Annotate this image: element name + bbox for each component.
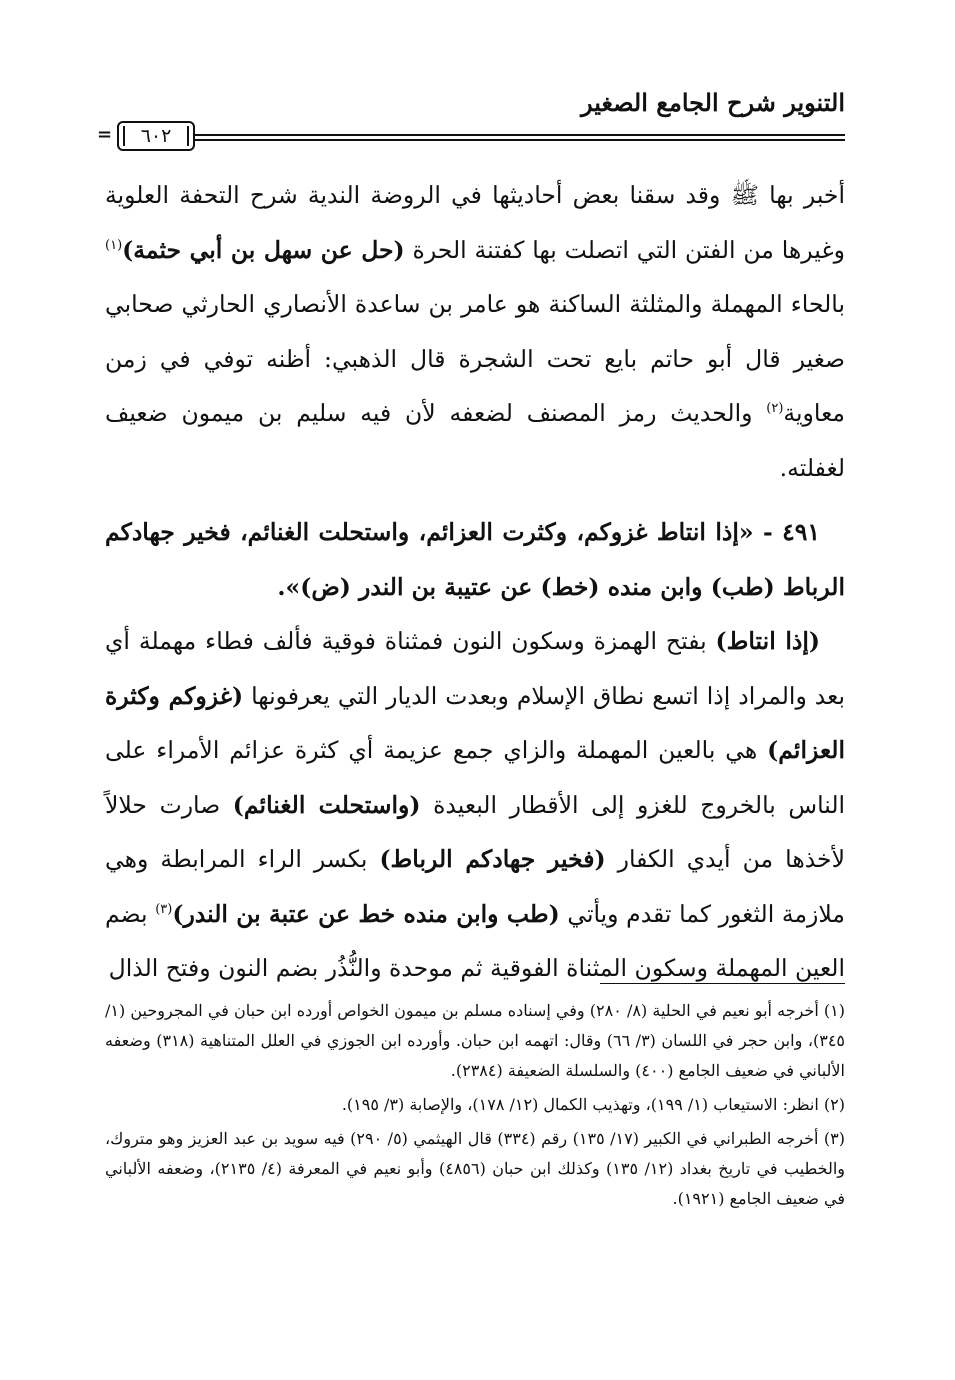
text-span: والحديث رمز المصنف لضعفه لأن فيه سليم بن ميمون ضعيف لغفلته. [105, 399, 845, 482]
main-text [105, 168, 845, 996]
text-span: بفتح الهمزة وسكون النون فمثناة فوقية فألف فطاء مهملة أي بعد والمراد إذا اتسع نطاق الإسلام وبعدت الديار التي يعرفونها [105, 627, 845, 710]
bold-source: (حل عن سهل بن أبي حثمة) [122, 235, 405, 264]
footnote-separator [600, 983, 845, 984]
page-header [97, 88, 845, 158]
footnote-3: (٣) أخرجه الطبراني في الكبير (١٧/ ١٣٥) رقم (٣٣٤) قال الهيثمي (٥/ ٢٩٠) فيه سويد بن عبد العزيز وهو متروك، والخطيب في تاريخ بغداد (١٢/ ١٣٥) وكذلك ابن حبان (٤٨٥٦) وأبو نعيم في المعرفة (٤/ ٢١٣٥)، وضعفه الألباني في ضعيف الجامع (١٩٢١). [105, 1129, 846, 1208]
text-span: بالحاء المهملة والمثلثة الساكنة هو عامر بن ساعدة الأنصاري الحارثي صحابي صغير قال أبو حاتم بايع تحت الشجرة قال الذهبي: أظنه توفي في زمن معاوية [105, 290, 845, 427]
text-span: بكسر الراء المرابطة وهي ملازمة الثغور كما تقدم ويأتي [105, 845, 845, 928]
running-title: التنوير شرح الجامع الصغير [581, 88, 845, 117]
text-span: هي بالعين المهملة والزاي جمع عزيمة أي كثرة عزائم الأمراء على الناس بالخروج للغزو إلى الأقطار البعيدة [105, 736, 846, 819]
footnote-ref-2: (٢) [766, 401, 784, 417]
footnote-ref-1: (١) [105, 237, 123, 253]
text-span: أخبر بها ﷺ وقد سقنا بعض أحاديثها في الروضة الندية شرح التحفة العلوية وغيرها من الفتن التي اتصلت بها كفتنة الحرة [105, 181, 845, 264]
footnote-2: (٢) انظر: الاستيعاب (١/ ١٩٩)، وتهذيب الكمال (١٢/ ١٧٨)، والإصابة (٣/ ١٩٥). [341, 1095, 845, 1114]
header-rule-top [195, 134, 845, 136]
header-rule-bottom [195, 139, 845, 141]
footnote-1: (١) أخرجه أبو نعيم في الحلية (٨/ ٢٨٠) وفي إسناده مسلم بن ميمون الخواص أورده ابن حبان في المجروحين (١/ ٣٤٥)، وابن حجر في اللسان (٣/ ٦٦) وقال: اتهمه ابن حبان. وأورده ابن الجوزي في العلل المتناهية (٣١٨) وضعفه الألباني في ضعيف الجامع (٤٠٠) والسلسلة الضعيفة (٢٣٨٤). [105, 1001, 846, 1080]
footnotes [105, 996, 845, 1218]
paragraph-1 [105, 168, 845, 495]
paragraph-2 [105, 614, 845, 996]
bold-term: (إذا انتاط) [715, 627, 820, 655]
text-span: صارت حلالاً لأخذها من أيدي الكفار [105, 790, 845, 873]
header-rules [105, 132, 845, 148]
page-number: ٦٠٢ [117, 121, 195, 151]
bold-term: (غزوكم وكثرة العزائم) [105, 681, 845, 764]
bold-term: (فخير جهادكم الرباط) [379, 845, 606, 873]
header-mark: = [97, 124, 113, 145]
bold-source: (طب وابن منده خط عن عتبة بن الندر) [172, 899, 560, 928]
hadith-491: ٤٩١ - «إذا انتاط غزوكم، وكثرت العزائم، واستحلت الغنائم، فخير جهادكم الرباط (طب) وابن منده (خط) عن عتيبة بن الندر (ض)». [105, 518, 845, 601]
bold-term: (واستحلت الغنائم) [232, 790, 421, 819]
text-span: بضم العين المهملة وسكون المثناة الفوقية ثم موحدة والنُّذُر بضم النون وفتح الذال [105, 899, 845, 982]
footnote-ref-3: (٣) [155, 901, 173, 917]
